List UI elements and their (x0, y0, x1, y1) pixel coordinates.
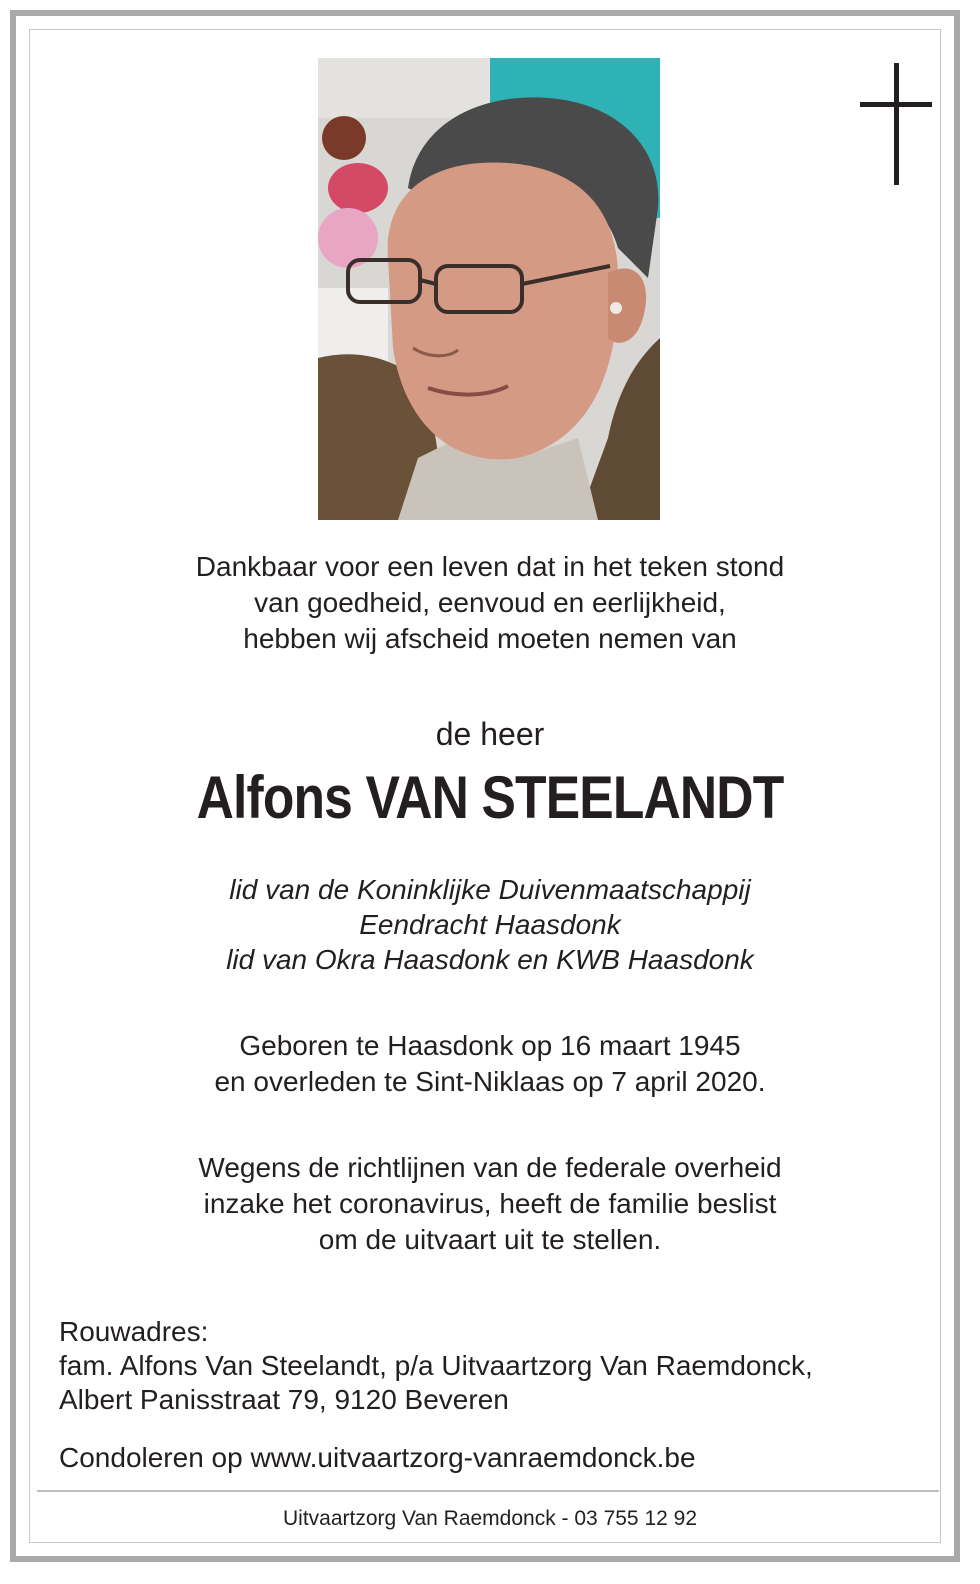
membership-line: lid van Okra Haasdonk en KWB Haasdonk (226, 944, 754, 975)
intro-text (0, 549, 980, 657)
mourning-address (59, 1315, 813, 1417)
address-line: Albert Panisstraat 79, 9120 Beveren (59, 1384, 509, 1415)
death-line: en overleden te Sint-Niklaas op 7 april 2020. (214, 1066, 766, 1097)
address-line: fam. Alfons Van Steelandt, p/a Uitvaartzorg Van Raemdonck, (59, 1350, 813, 1381)
intro-line: hebben wij afscheid moeten nemen van (243, 623, 737, 654)
notice-line: inzake het coronavirus, heeft de familie beslist (203, 1188, 777, 1219)
footer-funeral-home: Uitvaartzorg Van Raemdonck - 03 755 12 92 (282, 1507, 697, 1530)
membership-line: lid van de Koninklijke Duivenmaatschappij (229, 874, 751, 905)
birth-death-dates (0, 1028, 980, 1100)
deceased-name: Alfons VAN STEELANDT (196, 764, 784, 831)
notice-line: om de uitvaart uit te stellen. (318, 1224, 662, 1255)
funeral-notice (0, 1150, 980, 1258)
salutation: de heer (435, 716, 545, 752)
cross-icon (860, 63, 932, 185)
address-label: Rouwadres: (59, 1316, 209, 1347)
condolence-link[interactable]: Condoleren op www.uitvaartzorg-vanraemdonck.be (59, 1442, 696, 1473)
intro-line: Dankbaar voor een leven dat in het teken stond (195, 551, 785, 582)
portrait-photo (318, 58, 660, 520)
intro-line: van goedheid, eenvoud en eerlijkheid, (254, 587, 726, 618)
notice-line: Wegens de richtlijnen van de federale overheid (198, 1152, 782, 1183)
membership-line: Eendracht Haasdonk (359, 909, 621, 940)
footer-divider (37, 1490, 939, 1492)
memberships (0, 872, 980, 977)
birth-line: Geboren te Haasdonk op 16 maart 1945 (239, 1030, 741, 1061)
